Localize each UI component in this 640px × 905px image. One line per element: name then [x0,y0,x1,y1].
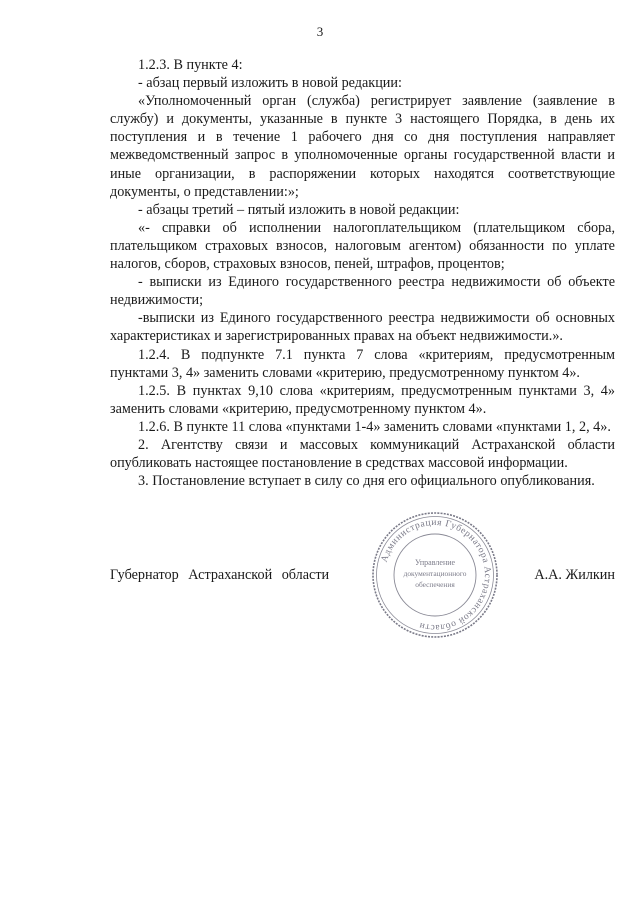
paragraph-tax-certificate: «- справки об исполнении налогоплательщиком (плательщиком сбора, плательщиком страховых взносов, налоговым агентом) обязанности по уплате налогов, сборов, страховых взносов, пеней, штрафов, процентов; [110,219,615,273]
paragraph-registry-extract-2: -выписки из Единого государственного реестра недвижимости об основных характеристиках и зарегистрированных правах на объект недвижимости.». [110,310,615,345]
page-number: 3 [316,24,324,39]
paragraph-1-2-3-heading: 1.2.3. В пункте 4: [138,57,243,73]
stamp-center-line-1: Управление [414,558,456,567]
paragraph-new-first-indent: «Уполномоченный орган (служба) регистрирует заявление (заявление в службу) и документы, указанные в пункте 3 настоящего Порядка, в день их поступления и в течение 1 рабочего дня со дня поступления направляет межведомственный запрос в уполномоченные органы государственной власти и иные организации, в распоряжении которых находятся соответствующие документы, о представлении:»; [110,93,615,200]
stamp-center-line-2: документационного [403,569,467,578]
signatory-name: А.А. Жилкин [534,567,615,583]
paragraph-registry-extract-1: - выписки из Единого государственного реестра недвижимости об объекте недвижимости; [110,274,615,309]
paragraph-third-fifth-instruction: - абзацы третий – пятый изложить в новой редакции: [138,201,460,218]
stamp-ring-text: Администрация Губернатора Астраханской области [379,517,493,633]
paragraph-3-effective: 3. Постановление вступает в силу со дня его официального опубликования. [138,473,595,490]
official-seal-stamp [370,510,500,640]
paragraph-2-publication: 2. Агентству связи и массовых коммуникаций Астраханской области опубликовать настоящее постановление в средствах массовой информации. [110,436,615,472]
paragraph-first-indent-instruction: - абзац первый изложить в новой редакции: [138,75,402,92]
paragraph-1-2-6: 1.2.6. В пункте 11 слова «пунктами 1-4» заменить словами «пунктами 1, 2, 4». [138,418,611,435]
paragraph-1-2-4: 1.2.4. В подпункте 7.1 пункта 7 слова «критериям, предусмотренным пунктами 3, 4» заменить словами «критерию, предусмотренному пунктом 4». [110,346,615,381]
stamp-center-line-3: обеспечения [415,580,455,589]
document-body [110,56,615,490]
paragraph-1-2-5: 1.2.5. В пунктах 9,10 слова «критериям, предусмотренным пунктами 3, 4» заменить словами «критерию, предусмотренному пунктом 4». [110,382,615,417]
signatory-title: Губернатор Астраханской области [110,567,330,583]
